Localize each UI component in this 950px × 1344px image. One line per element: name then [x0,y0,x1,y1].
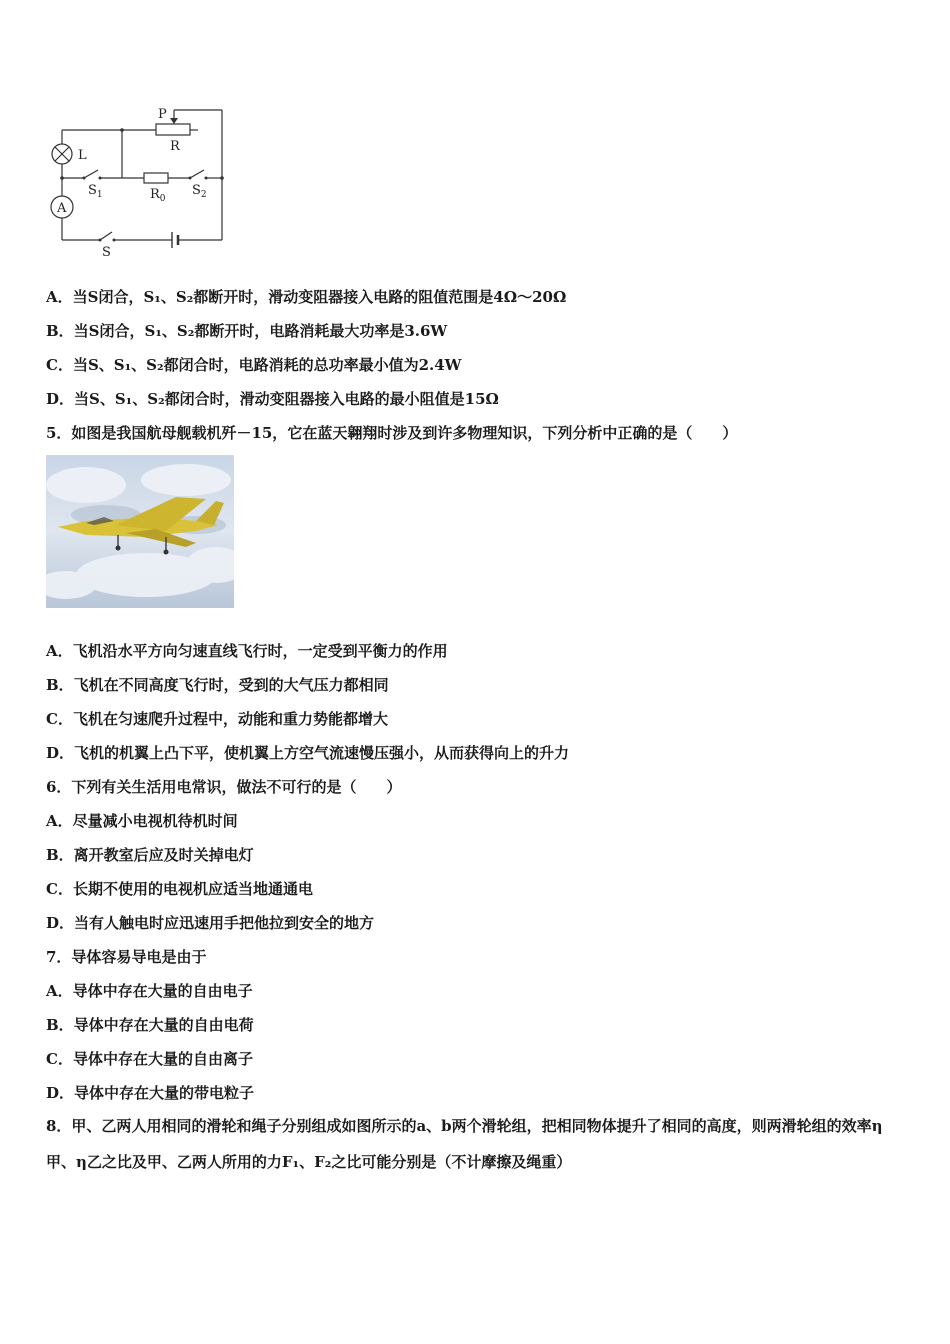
q6-option-b: B．离开教室后应及时关掉电灯 [46,846,254,864]
q6-option-c: C．长期不使用的电视机应适当地通通电 [46,880,313,898]
fighter-jet-photo [46,455,234,608]
q6-option-a: A．尽量减小电视机待机时间 [46,812,238,830]
q7-option-b: B．导体中存在大量的自由电荷 [46,1016,254,1034]
resistor-r0 [144,173,168,183]
q5-option-d: D．飞机的机翼上凸下平，使机翼上方空气流速慢压强小，从而获得向上的升力 [46,744,570,762]
label-r0: $R_0$ [150,187,166,204]
switch-s1 [84,170,98,178]
switch-s2 [190,170,204,178]
q5-stem: 5．如图是我国航母舰载机歼－15，它在蓝天翱翔时涉及到许多物理知识，下列分析中正确的是（ ） [46,424,738,442]
q7-option-d: D．导体中存在大量的带电粒子 [46,1084,255,1102]
q6-stem: 6．下列有关生活用电常识，做法不可行的是（ ） [46,778,402,796]
q4-option-d: D．当S、S₁、S₂都闭合时，滑动变阻器接入电路的最小阻值是15Ω [46,390,499,408]
q8-stem: 8．甲、乙两人用相同的滑轮和绳子分别组成如图所示的a、b两个滑轮组，把相同物体提升了相同的高度，则两滑轮组的效率η甲、η乙之比及甲、乙两人所用的力F₁、F₂之比可能分别是（不计摩擦及绳重） [46,1117,883,1171]
q5-option-a: A．飞机沿水平方向匀速直线飞行时，一定受到平衡力的作用 [46,642,448,660]
q6-option-d: D．当有人触电时应迅速用手把他拉到安全的地方 [46,914,375,932]
label-l: L [78,148,87,163]
switch-s [100,232,112,240]
q4-option-c: C．当S、S₁、S₂都闭合时，电路消耗的总功率最小值为2.4W [46,356,462,374]
label-r: R [170,139,180,154]
q5-option-b: B．飞机在不同高度飞行时，受到的大气压力都相同 [46,676,389,694]
label-s2: $S_2$ [192,183,207,200]
rheostat-r [156,124,190,135]
label-a: A [57,201,67,216]
q7-option-a: A．导体中存在大量的自由电子 [46,982,253,1000]
circuit-diagram [44,104,234,264]
q5-option-c: C．飞机在匀速爬升过程中，动能和重力势能都增大 [46,710,388,728]
label-p: P [158,107,167,122]
q7-option-c: C．导体中存在大量的自由离子 [46,1050,253,1068]
label-s1: $S_1$ [88,183,103,200]
q7-stem: 7．导体容易导电是由于 [46,948,207,966]
label-s: S [102,245,111,260]
q4-option-b: B．当S闭合，S₁、S₂都断开时，电路消耗最大功率是3.6W [46,322,448,340]
q4-option-a: A．当S闭合，S₁、S₂都断开时，滑动变阻器接入电路的阻值范围是4Ω～20Ω [46,288,567,306]
